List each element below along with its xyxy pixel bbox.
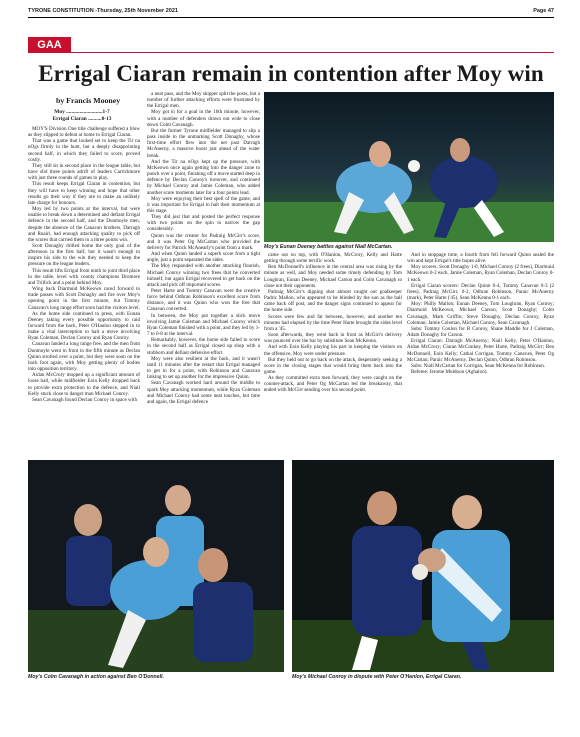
article-paragraph: Quinn was the creator for Padraig McGirr's score, and it was Peter Og McCartan who provided the delivery for Patrick McAnearly's point from a mark. [147, 232, 260, 251]
photo-conroy [292, 460, 554, 672]
article-paragraph: Referee: Jerome Muldoon (Aghaloo). [411, 368, 488, 375]
photo-caption: Moy's Colm Cavanagh in action against Ben O'Donnell. [28, 674, 164, 680]
article-paragraph: Sean Cavanagh worked hard around the middle to spark Moy attacking momentum, while Ryan Coleman and Michael Conroy had some neat touches, but time and again, the Errigal defence [147, 380, 260, 405]
article-paragraph: And in stoppage time, a fourth from fell forward Quinn sealed the win and kept Errigal's title hopes alive. [407, 252, 554, 265]
article-paragraph: a neat pass, and the Moy skipper split the posts, but a number of further attacking efforts were frustrated by the Errigal men. [147, 91, 260, 110]
photo-caption: Moy's Michael Conroy in dispute with Peter O'Hanlon, Errigal Ciaran. [292, 674, 462, 680]
article-paragraph: Errigal Ciaran: Darragh McAnerny; Niall Kelly, Peter O'Hanlon, Aidan McCrory; Ciaran McConkey, Peter Harte, Padraig McGirr; Ben McDonnell, Eoin Kelly; Cathal Corrigan, Tommy Canavan, Peter Og McCartan; Paraic McAnerny, Declan Quinn, Odhran Robinson. [407, 338, 554, 363]
article-paragraph: But the former Tyrone midfielder managed to slip a pass inside to the unmarking Scott Donaghy, whose first-time effort flew into the net past Darragh McAnerny, a massive boost just ahead of the water break. [147, 127, 260, 159]
article-paragraph: Soon afterwards, they went back in front as McGirr's delivery was pounced over the bar by substitute Sean McKenna. [264, 332, 402, 345]
article-paragraph: And when Quinn landed a superb score from a tight angle, just a point separated the sides. [147, 251, 260, 264]
article-paragraph: came out on top, with O'Hanlon, McCrory, Kelly and Harte getting through some terrific work. [264, 252, 402, 265]
action-photo-icon [264, 92, 554, 242]
article-paragraph: Canavan landed a long range free, and the men from Dunmoyle went in front in the fifth minute as Declan Quinn strolled over a point, but they were soon on the back foot again, with Moy getting plenty of bodies into opposition territory. [28, 341, 140, 373]
article-paragraph: Moy: Philly Mallon; Eunan Deeney, Tom Loughran, Ryan Conroy; Diarmuid McKeown, Michael Carson, Scott Donaghy; Colm Cavanagh, Mark Griffin; Steve Donaghy, Declan Conroy, Ryan Coleman; Jamie Coleman, Michael Conroy, Sean Cavanagh. [407, 301, 554, 326]
article-paragraph: And with Eoin Kelly playing his part in keeping the visitors on the offensive, Moy were under pressure. [264, 344, 402, 357]
article-paragraph: But they held out to go back on the attack, desperately seeking a score in the closing stages that would bring them back into the game. [264, 356, 402, 375]
article-paragraph: Wing back Diarmuid McKeown raced forward to trade passes with Scott Donaghy and fire over Moy's opening point in the first minute, but Tommy Canavan's long range effort soon had the visitors level. [28, 286, 140, 311]
score-line: Moy ...........................1-7 [54, 109, 110, 115]
article-paragraph: Remarkably, however, the home side failed to score in the second half as Errigal closed up shop with a stubborn and defiant defensive effort. [147, 337, 260, 356]
photo-caption: Moy's Eunan Deeney battles against Niall McCartan. [264, 244, 393, 250]
photo-cavanagh [28, 460, 284, 672]
article-paragraph: As they committed extra men forward, they were caught on the counter-attack, and Peter Og McCartan led the breakaway, that ended with McGirr sending over his second point. [264, 375, 402, 394]
section-tag: GAA [28, 37, 71, 53]
article-paragraph: Aidan McCrory mopped up a significant amount of loose ball, while midfielder Eoin Kelly dropped back to provide extra protection to the defence, and Niall Kelly stuck close to danger man Michael Conroy. [28, 372, 140, 397]
article-paragraph: Padraig McGirr's dipping shot almost caught out goalkeeper Padric Mallon, who appeared to be blinded by the sun as the ball came back off post, and the danger signs continued to appear for the home side. [264, 288, 402, 314]
article-column-3 [264, 252, 402, 462]
article-paragraph: MOY'S Division One title challenge suffered a blow as they slipped to defeat at home to Errigal Ciaran. [28, 126, 140, 139]
article-paragraph: Peter Harte and Tommy Canavan were the creative force behind Odhran Robinson's excellent score from distance, and it was Quinn who won the free that Canavan converted. [147, 288, 260, 313]
article-paragraph: Subs: Niall McCartan for Corrigan, Sean McKenna for Robinson. [411, 362, 546, 369]
article-paragraph: They did just that and posted the perfect response with two points on the spin to narrow the gap considerably. [147, 214, 260, 233]
article-paragraph: Scores were few and far between, however, and another ten minutes had elapsed by the time Peter Harte brought the sides level from a '45. [264, 313, 402, 332]
page-header [28, 6, 554, 16]
score-line: Errigal Ciaran ..........0-13 [52, 116, 112, 122]
section-rule [28, 52, 554, 53]
action-photo-icon-2 [28, 460, 284, 672]
article-paragraph: Moy led by two points at the interval, but were unable to break down a determined and defiant Errigal defence in the second half, and the Dunmoyle men, despite the absence of the Canavan brothers, Darragh and Ruairi, had enough attacking quality to pick off the scores that carried them to a three points win. [28, 206, 140, 243]
article-paragraph: They still sit in second place in the league table, but have slid three points adrift of leaders Carrickmore with just three rounds of games to play. [28, 162, 140, 182]
article-paragraph: Moy scorers: Scott Donaghy 1-0, Michael Conroy (2 frees), Diarmuid McKeown 0-2 each, Jamie Coleman, Ryan Coleman, Declan Conroy 0-1 each. [407, 264, 554, 283]
article-paragraph: The Moy responded with another attacking flourish, Michael Conroy winning two frees that he converted himself, but again Errigal recovered to get back on the attack and pick off important scores. [147, 263, 260, 288]
article-column-1 [28, 126, 140, 461]
article-paragraph: Scott Donaghy drilled home the only goal of the afternoon in the first half, but it wasn't enough to inspire his side to the win they needed to keep the pressure on the league leaders. [28, 242, 140, 268]
action-photo-icon-3 [292, 460, 554, 672]
article-paragraph: Errigal Ciaran scorers: Declan Quinn 0-4, Tommy Canavan 0-3 (2 frees), Padraig McGirr, 0-2, Odhran Robinson, Paraic McAnerny (mark), Peter Harte ('45), Sean McKenna 0-1 each. [407, 282, 554, 302]
page-number: Page 47 [533, 8, 554, 14]
article-paragraph: Ben McDonnell's influence in the central area was rising by the minute as well, and Moy needed some timely defending by Tom Loughran, Eunan Deeney, Michael Carson and Colm Cavanagh to close out their opponents. [264, 264, 402, 289]
publication-date: TYRONE CONSTITUTION -Thursday, 25th November 2021 [28, 8, 178, 14]
photo-deeney [264, 92, 554, 242]
article-paragraph: Subs: Tommy Conlon for R Conroy, Shane Maddle for J Coleman, Adam Donaghy for Carson. [407, 325, 554, 339]
article-paragraph: As the home side continued to press, with Eunan Deeney taking every possible opportunity to raid forward from the back, Peter O'Hanlon stepped in to make a vital interception to halt a move involving Ryan Coleman, Declan Conroy and Ryan Conroy. [28, 310, 140, 342]
article-paragraph: Moy got in for a goal in the 16th minute, however, with a number of defenders drawn out wide to close down Colm Cavanagh. [147, 109, 260, 128]
article-paragraph: This result keeps Errigal Ciaran in contention, but they will have to keep winning and hope that other results go their way if they are to make an unlikely late charge for honours. [28, 181, 140, 206]
article-headline: Errigal Ciaran remain in contention after Moy win [38, 61, 544, 86]
article-paragraph: Sean Cavanagh found Declan Conroy in space with [32, 396, 138, 403]
article-column-2 [147, 91, 260, 461]
article-column-4 [407, 252, 554, 462]
score-box [30, 109, 134, 123]
header-rule [28, 17, 554, 18]
article-paragraph: That was a game that looked set to keep the Tir na nOgs firmly in the hunt, but a deeply disappointing second half, in which they failed to score, proved costly. [28, 138, 140, 163]
article-paragraph: Moy were enjoying their best spell of the game, and it was important for Errigal to halt their momentum at this stage. [147, 195, 260, 214]
byline: by Francis Mooney [56, 96, 121, 105]
article-paragraph: Moy were also resilient at the back, and it wasn't until 11 minutes after the restart that Errigal managed to get in for a point, with Robinson and Canavan linking to set up another for the impressive Quinn. [147, 355, 260, 381]
article-paragraph: And the Tir na nOgs kept up the pressure, with McKeown once again getting into the danger zone to punch over a point, finishing off a move started deep in defence by Declan Conroy's turnover, and continued by Michael Conroy and Jamie Coleman, who added another score moments later for a four points lead. [147, 158, 260, 196]
article-paragraph: This result lifts Errigal from ninth to joint third place in the table, level with county champions Dromore and Trillick and a point behind Moy. [28, 267, 140, 286]
article-paragraph: In between, the Moy put together a slick move involving Jamie Coleman and Michael Conroy which Ryan Coleman finished with a point, and they led by 1-7 to 0-8 at the interval. [147, 312, 260, 338]
